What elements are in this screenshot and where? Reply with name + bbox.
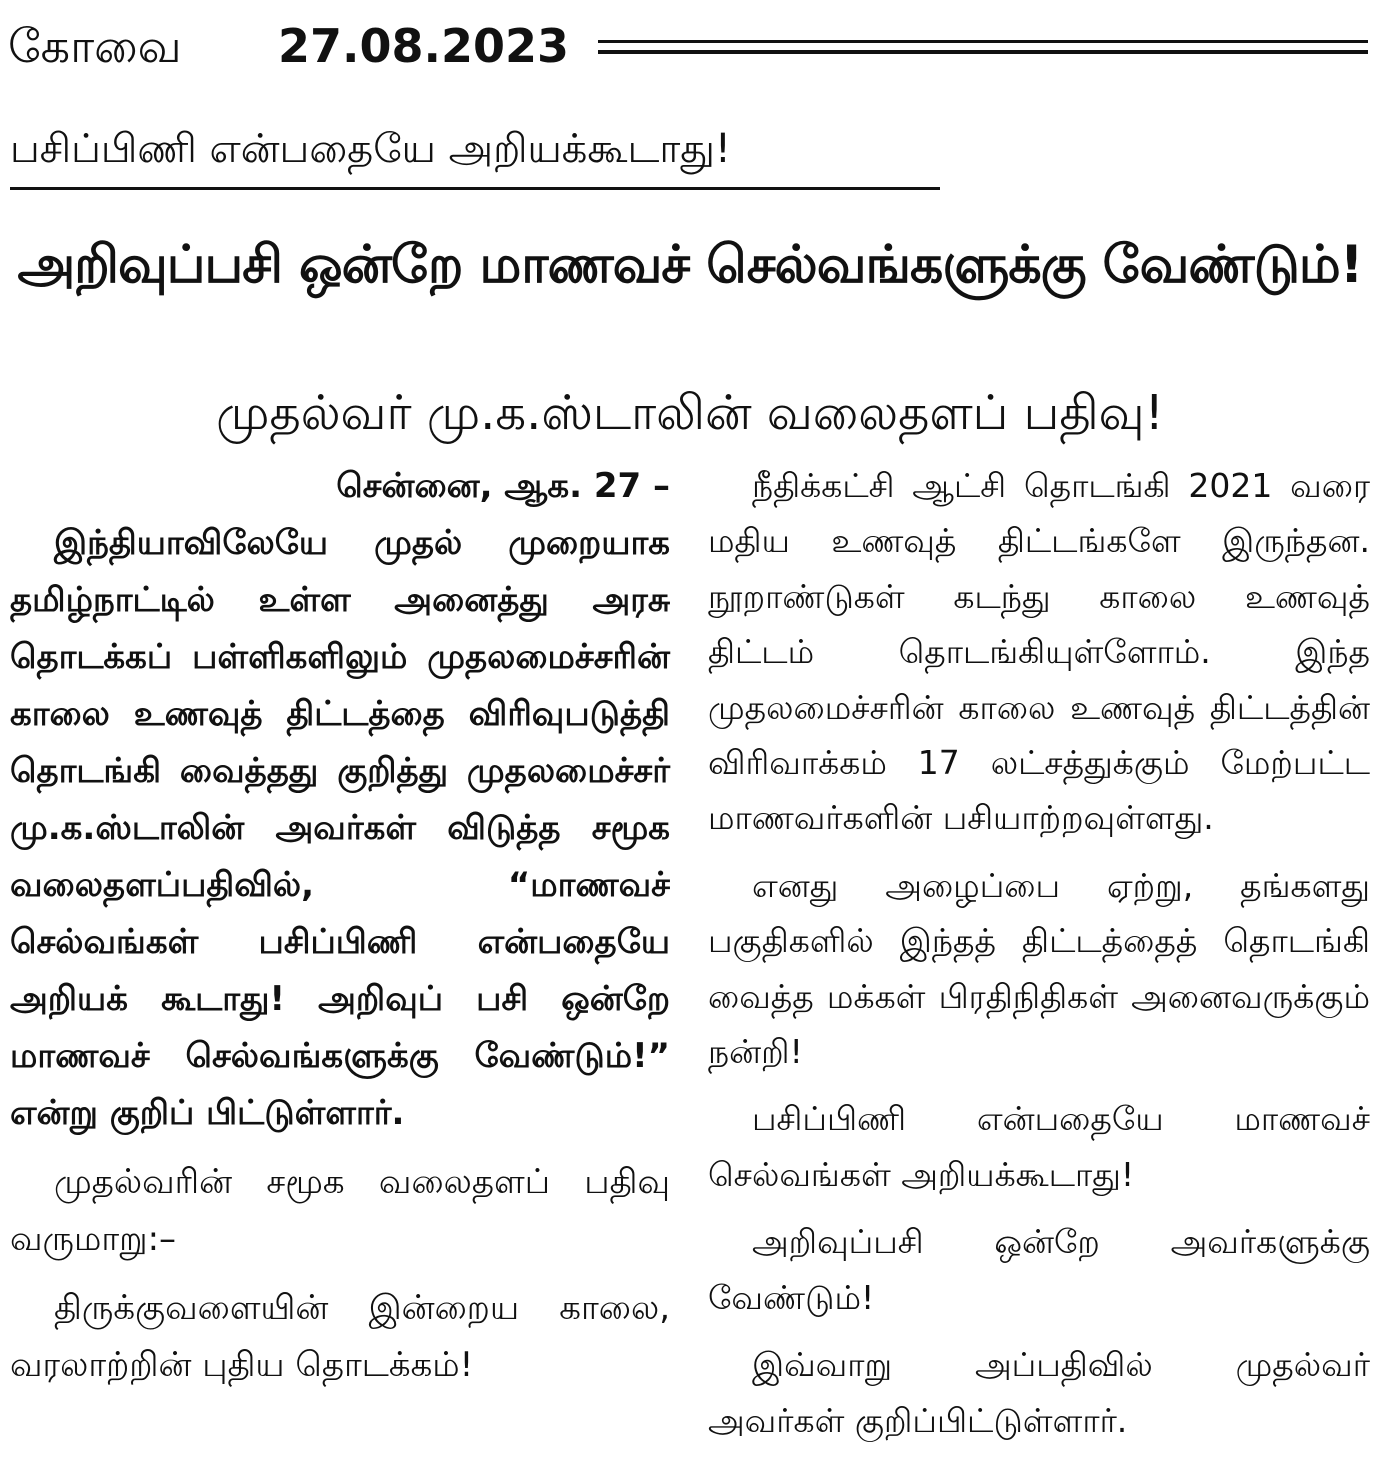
article-paragraph: முதல்வரின் சமூக வலைதளப் பதிவு வருமாறு:– [10, 1162, 670, 1259]
article-paragraph: நீதிக்கட்சி ஆட்சி தொடங்கி 2021 வரை மதிய உணவுத் திட்டங்களே இருந்தன. நூறாண்டுகள் கடந்து காலை உணவுத் திட்டம் தொடங்கியுள்ளோம். இந்த முதலமைச்சரின் காலை உணவுத் திட்டத்தின் விரிவாக்கம் 17 லட்சத்துக்கும் மேற்பட்ட மாணவர்களின் பசியாற்றவுள்ளது. [708, 466, 1370, 838]
article-paragraph: எனது அழைப்பை ஏற்று, தங்களது பகுதிகளில் இந்தத் திட்டத்தைத் தொடங்கி வைத்த மக்கள் பிரதிநிதிகள் அனைவருக்கும் நன்றி! [708, 865, 1370, 1072]
article-paragraph: அறிவுப்பசி ஒன்றே அவர்களுக்கு வேண்டும்! [708, 1222, 1370, 1317]
masthead-rule-thin [598, 40, 1368, 43]
article-paragraph: இவ்வாறு அப்பதிவில் முதல்வர் அவர்கள் குறிப்பிட்டுள்ளார். [708, 1345, 1370, 1440]
masthead-date: 27.08.2023 [278, 19, 570, 73]
masthead-rule-thick [598, 50, 1368, 54]
article-paragraph: இந்தியாவிலேயே முதல் முறையாக தமிழ்நாட்டில் உள்ள அனைத்து அரசு தொடக்கப் பள்ளிகளிலும் முதலமைச்சரின் காலை உணவுத் திட்டத்தை விரிவுபடுத்தி தொடங்கி வைத்தது குறித்து முதலமைச்சர் மு.க.ஸ்டாலின் அவர்கள் விடுத்த சமூக வலைதளப்பதிவில், “மாணவச் செல்வங்கள் பசிப்பிணி என்பதையே அறியக் கூடாது! அறிவுப் பசி ஒன்றே மாணவச் செல்வங்களுக்கு வேண்டும்!” என்று குறிப் பிட்டுள்ளார். [10, 523, 670, 1133]
article-column-right [708, 458, 1370, 1448]
masthead-place: கோவை [8, 19, 182, 73]
kicker-underline [10, 187, 940, 190]
article-paragraph: திருக்குவளையின் இன்றைய காலை, வரலாற்றின் புதிய தொடக்கம்! [10, 1288, 670, 1385]
masthead [8, 10, 1368, 82]
kicker-headline: பசிப்பிணி என்பதையே அறியக்கூடாது! [10, 126, 731, 172]
dateline: சென்னை, ஆக. 27 – [336, 466, 670, 506]
subheadline: முதல்வர் மு.க.ஸ்டாலின் வலைதளப் பதிவு! [216, 385, 1164, 441]
main-headline: அறிவுப்பசி ஒன்றே மாணவச் செல்வங்களுக்கு வேண்டும்! [17, 235, 1363, 295]
article-column-left [10, 458, 670, 1394]
article-paragraph: பசிப்பிணி என்பதையே மாணவச் செல்வங்கள் அறியக்கூடாது! [708, 1099, 1370, 1194]
